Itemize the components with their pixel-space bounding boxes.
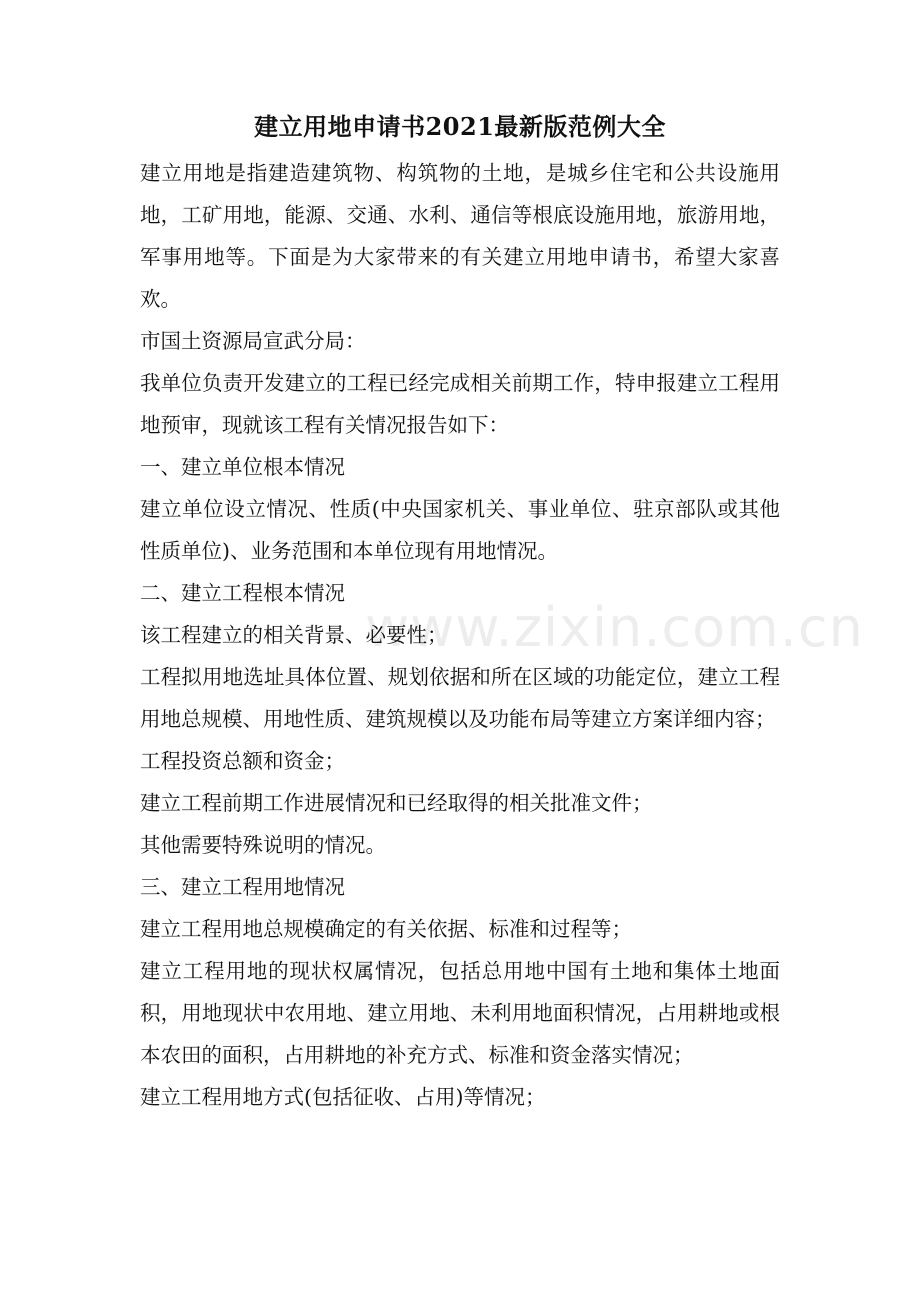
paragraph: 我单位负责开发建立的工程已经完成相关前期工作，特申报建立工程用地预审，现就该工程有关情况报告如下： — [140, 371, 780, 437]
paragraph: 工程拟用地选址具体位置、规划依据和所在区域的功能定位，建立工程用地总规模、用地性质、建筑规模以及功能布局等建立方案详细内容； — [140, 665, 780, 731]
paragraph: 建立单位设立情况、性质(中央国家机关、事业单位、驻京部队或其他性质单位)、业务范围和本单位现有用地情况。 — [140, 497, 780, 563]
paragraph: 建立工程前期工作进展情况和已经取得的相关批准文件； — [140, 791, 653, 815]
paragraph: 市国土资源局宣武分局： — [140, 329, 366, 353]
document-body — [140, 152, 780, 1118]
paragraph: 该工程建立的相关背景、必要性； — [140, 623, 448, 647]
paragraph: 建立工程用地的现状权属情况，包括总用地中国有土地和集体土地面积，用地现状中农用地、建立用地、未利用地面积情况，占用耕地或根本农田的面积，占用耕地的补充方式、标准和资金落实情况； — [140, 959, 780, 1067]
watermark: www.zixin.com.cn — [365, 596, 864, 659]
section-heading: 三、建立工程用地情况 — [140, 875, 345, 899]
paragraph: 工程投资总额和资金； — [140, 749, 345, 773]
paragraph: 建立工程用地总规模确定的有关依据、标准和过程等； — [140, 917, 632, 941]
paragraph: 建立工程用地方式(包括征收、占用)等情况； — [140, 1085, 546, 1109]
section-heading: 二、建立工程根本情况 — [140, 581, 345, 605]
document-title: 建立用地申请书2021最新版范例大全 — [254, 112, 666, 141]
paragraph: 建立用地是指建造建筑物、构筑物的土地，是城乡住宅和公共设施用地，工矿用地，能源、交通、水利、通信等根底设施用地，旅游用地，军事用地等。下面是为大家带来的有关建立用地申请书，希望大家喜欢。 — [140, 161, 780, 311]
section-heading: 一、建立单位根本情况 — [140, 455, 345, 479]
paragraph: 其他需要特殊说明的情况。 — [140, 833, 386, 857]
